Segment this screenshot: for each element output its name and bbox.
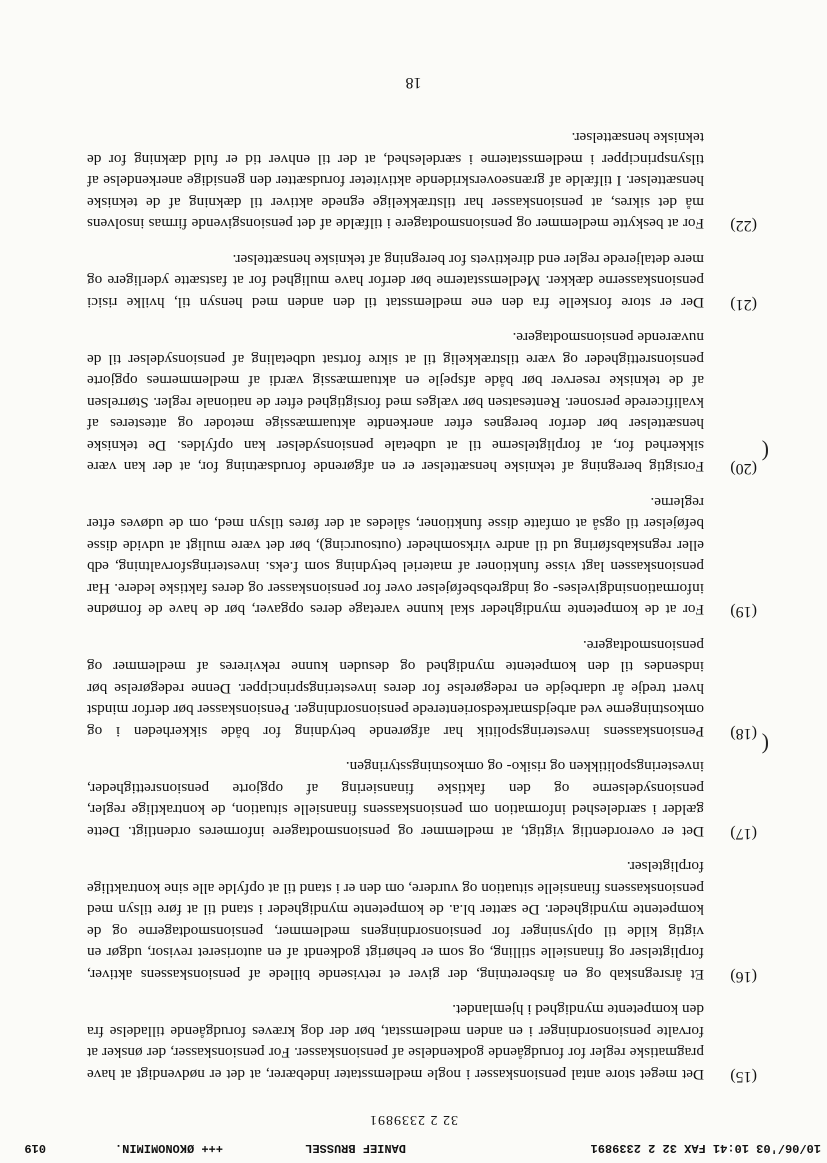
paragraph-number: (18) — [730, 725, 757, 742]
paragraph-text: Forsigtig beregning af tekniske hensættelser er en afgørende forudsætning for, at der kan være sikkerhed for, at forpligtelserne til at udbetale pensionsydelser kan opfyldes. De tekniske hensættelser bør derfor beregnes efter anerkendte aktuarmæssige metoder og attesteres af kvalificerede personer. Rentesatsen bør vælges med forsigtighed efter de nationale regler. Størrelsen af de tekniske reserver bør både afspejle en aktuarmæssig værdi af medlemmernes opgjorte pensionsrettigheder og være tilstrækkelig til at sikre fortsat udbetaling af pensionsydelser til de nuværende pensionsmodtagere. — [87, 329, 704, 476]
paragraph-text: Det meget store antal pensionskasser i nogle medlemsstater indebærer, at det er nødvendigt at have pragmatiske regler for forudgående godkendelse af pensionskasser. For pensionskasser, der ønsker at forvalte pensionsordninger i en anden medlemsstat, bør der dog kræves forudgående tilladelse fra den kompetente myndighed i hjemlandet. — [87, 1001, 704, 1083]
fax-header — [6, 1135, 821, 1155]
paragraph-20 — [0, 327, 827, 478]
paragraph-text: Der er store forskelle fra den ene medlemsstat til den anden med hensyn til, hvilke risici pensionskasserne dækker. Medlemsstaterne bør derfor have mulighed for at fastsætte yderligere og mere detaljerede regler end direktivets for beregning af tekniske hensættelser. — [87, 251, 704, 311]
paragraph-number: (19) — [730, 603, 757, 621]
paragraph-text: Pensionskassens investeringspolitik har afgørende betydning for både sikkerheden i og omkostningerne ved arbejdsmarkedsorienterede pensionsordninger. Pensionskasser bør derfor mindst hvert tredje år udarbejde en redegørelse for deres investeringsprincipper. Denne redegørelse bør indsendes til den kompetente myndighed og desuden kunne rekvireres af medlemmer og pensionsmodtagere. — [87, 637, 704, 740]
paragraph-number: (22) — [730, 217, 757, 235]
paragraph-17 — [0, 756, 827, 842]
paragraph-text: Et årsregnskab og en årsberetning, der giver et retvisende billede af pensionskassens aktiver, forpligtelser og finansielle stilling, og som er behørigt godkendt af en autoriseret revisor, udgør en vigtig kilde til oplysninger for pensionsordningens medlemmer, pensionsmodtagerne og de kompetente myndigheder. De sætter bl.a. de kompetente myndigheder i stand til at føre tilsyn med pensionskassens finansielle situation og vurdere, om den er i stand til at opfylde alle sine kontraktlige forpligtelser. — [87, 858, 704, 983]
fax-header-recipient: +++ ØKONOMIMIN. — [114, 1141, 223, 1155]
scan-bracket-mark: ( — [761, 733, 769, 758]
paragraph-number: (20) — [730, 460, 757, 478]
fax-header-left: 10/06/'03 10:41 FAX 32 2 2339891 — [590, 1141, 821, 1155]
paragraph-15 — [0, 999, 827, 1085]
page-number: 18 — [405, 74, 422, 91]
paragraph-text: For at de kompetente myndigheder skal kunne varetage deres opgaver, bør de have de fornødne informationsindgivelses- og indgrebsbeføjelser over for pensionskasser og deres faktiske ledere. Har pensionskassen lagt visse funktioner af materiel betydning som f.eks. investeringsforvaltning, edb eller regnskabsføring ud til andre virksomheder (outsourcing), bør det være muligt at udvide disse beføjelser til også at omfatte disse funktioner, således at der føres tilsyn med, om de udøves efter reglerne. — [87, 494, 704, 619]
paragraph-list — [0, 113, 827, 1085]
paragraph-18 — [0, 635, 827, 743]
paragraph-16 — [0, 856, 827, 985]
paragraph-21 — [0, 249, 827, 314]
paragraph-text: Det er overordentlig vigtigt, at medlemmer og pensionsmodtagere informeres ordentligt. Dette gælder i særdeleshed information om pensionskassens finansielle situation, de kontraktlige regler, pensionsydelserne og den faktiske finansiering af opgjorte pensionsrettigheder, investeringspolitikken og risiko- og omkostningsstyringen. — [87, 758, 704, 840]
paragraph-number: (15) — [730, 1068, 757, 1085]
fax-page-number: 019 — [24, 1141, 46, 1155]
paragraph-text: For at beskytte medlemmer og pensionsmodtagere i tilfælde af det pensionsgivende firmas insolvens må det sikres, at pensionskasser har tilstrækkelige egnede aktiver til dækning af de tekniske hensættelser. I tilfælde af grænseoverskridende aktiviteter forudsætter den gensidige anerkendelse af tilsynsprincipper i medlemsstaterne i særdeleshed, at der til enhver tid er fuld dækning for de tekniske hensættelser. — [87, 129, 704, 233]
document-code: 32 2 2339891 — [369, 1112, 458, 1127]
paragraph-19 — [0, 492, 827, 621]
fax-header-sender: DANIEF BRUSSEL — [305, 1141, 406, 1155]
paragraph-22 — [0, 127, 827, 235]
scan-bracket-mark: ( — [761, 440, 769, 465]
paragraph-number: (21) — [730, 296, 757, 313]
paragraph-number: (17) — [730, 825, 757, 842]
paragraph-number: (16) — [730, 968, 757, 985]
